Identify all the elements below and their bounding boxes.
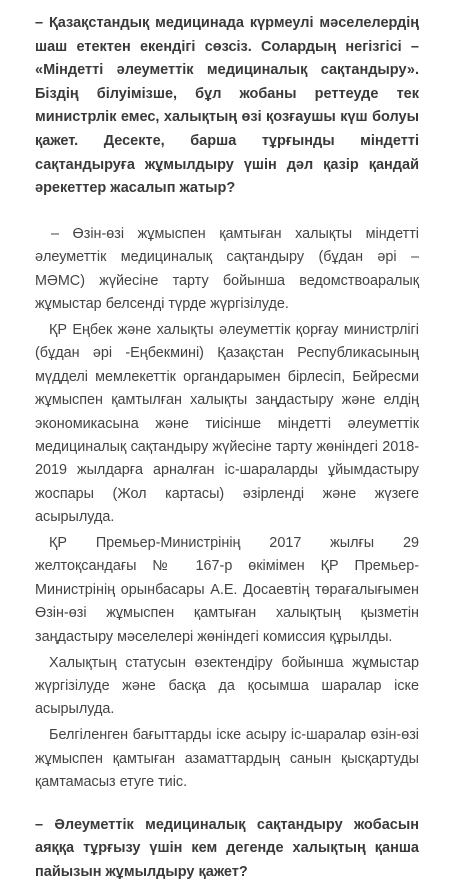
answer-paragraph: ҚР Еңбек және халықты әлеуметтік қорғау министрлігі (бұдан әрі -Еңбекмині) Қазақстан Республикасының мүдделі мемлекеттік органдарымен бірлесіп, Бейресми жұмыспен қамтылған халықты заңдастыру және елдің экономикасына және тиісінше міндетті әлеуметтік медициналық сақтандыру жүйесіне тарту жөніндегі 2018-2019 жылдарға арналған іс-шараларды ұйымдастыру жоспары (Жол картасы) әзірленді және жүзеге асырылуда. (35, 319, 419, 530)
answer-paragraph: Халықтың статусын өзектендіру бойынша жұмыстар жүргізілуде және басқа да қосымша шаралар іске асырылуда. (35, 652, 419, 722)
interview-question: – Қазақстандық медицинада күрмеулі мәселелердің шаш етектен екендігі сөзсіз. Солардың негізгісі – «Міндетті әлеуметтік медициналық сақтандыру». Біздің білуімізше, бұл жобаны реттеуде тек министрлік емес, халықтың өзі қозғаушы күш болуы қажет. Десекте, барша тұрғынды міндетті сақтандыруға жұмылдыру үшін дәл қазір қандай әрекеттер жасалып жатыр? (35, 12, 419, 201)
article-body (35, 12, 419, 884)
answer-paragraph: ҚР Премьер-Министрінің 2017 жылғы 29 желтоқсандағы № 167-р өкімімен ҚР Премьер-Министрінің орынбасары А.Е. Досаевтің төрағалығымен Өзін-өзі жұмыспен қамтыған халықтың қызметін заңдастыру мәселелері жөніндегі комиссия құрылды. (35, 532, 419, 649)
interview-question: – Әлеуметтік медициналық сақтандыру жобасын аяққа тұрғызу үшін кем дегенде халықтың қанша пайызын жұмылдыру қажет? (35, 814, 419, 884)
answer-paragraph: – Өзін-өзі жұмыспен қамтыған халықты міндетті әлеуметтік медициналық сақтандыру (бұдан әрі – МӘМС) жүйесіне тарту бойынша ведомствоаралық жұмыстар белсенді түрде жүргізілуде. (35, 223, 419, 317)
answer-paragraph: Белгіленген бағыттарды іске асыру іс-шаралар өзін-өзі жұмыспен қамтыған азаматтардың санын қысқартуды қамтамасыз етуге тиіс. (35, 724, 419, 794)
